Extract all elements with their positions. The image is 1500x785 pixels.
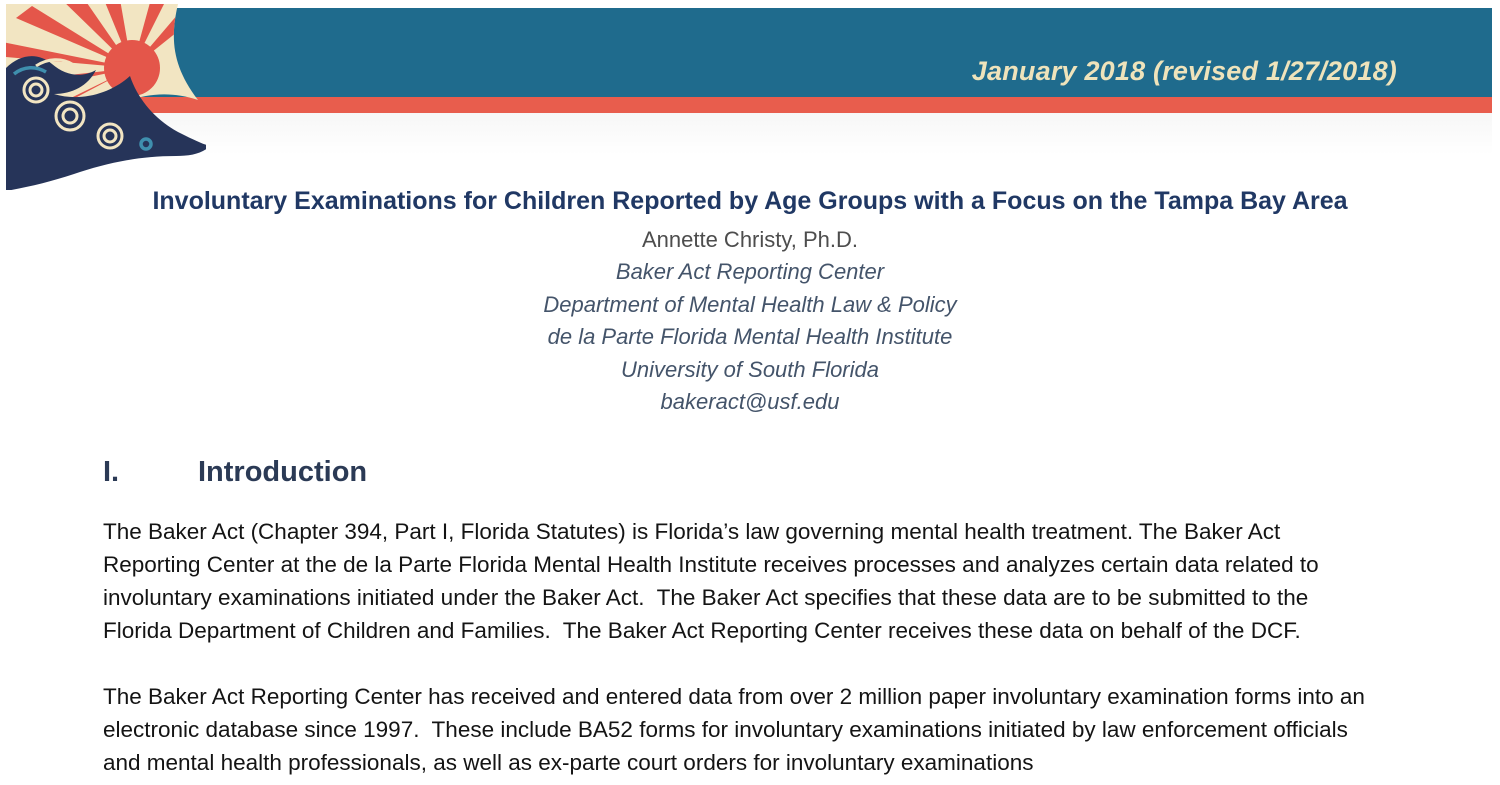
author-name: Annette Christy, Ph.D.: [641, 226, 858, 252]
paragraph-intro-1: The Baker Act (Chapter 394, Part I, Florida Statutes) is Florida’s law governing mental health treatment. The Baker Act Reporting Center at the de la Parte Florida Mental Health Institute receives processes and analyzes certain data related to involuntary examinations initiated under the Baker Act. The Baker Act specifies that these data are to be submitted to the Florida Department of Children and Families. The Baker Act Reporting Center receives these data on behalf of the DCF.: [103, 518, 1325, 643]
report-title: Involuntary Examinations for Children Reported by Age Groups with a Focus on the Tampa Bay Area: [152, 187, 1348, 215]
wave-sun-logo-icon: [6, 4, 206, 190]
byline-block: [0, 224, 1500, 419]
affiliation-line: Baker Act Reporting Center: [615, 259, 885, 284]
revision-date-text: January 2018 (revised 1/27/2018): [971, 56, 1397, 86]
contact-email: bakeract@usf.edu: [660, 389, 840, 414]
document-banner: [0, 8, 1500, 173]
affiliation-line: de la Parte Florida Mental Health Institute: [547, 324, 953, 349]
section-heading: [103, 453, 1380, 491]
banner-red-stripe: [30, 97, 1492, 113]
document-body: [0, 185, 1500, 779]
affiliation-line: University of South Florida: [621, 356, 879, 382]
banner-teal-bar: [30, 8, 1492, 97]
paragraph-intro-2: The Baker Act Reporting Center has received and entered data from over 2 million paper involuntary examination forms into an electronic database since 1997. These include BA52 forms for involuntary examinations initiated by law enforcement officials and mental health professionals, as well as ex-parte court orders for involuntary examinations: [103, 683, 1372, 775]
section-number: I.: [103, 455, 120, 488]
banner-shadow: [30, 113, 1492, 173]
affiliation-line: Department of Mental Health Law & Policy: [543, 291, 957, 317]
section-title: Introduction: [198, 455, 368, 488]
